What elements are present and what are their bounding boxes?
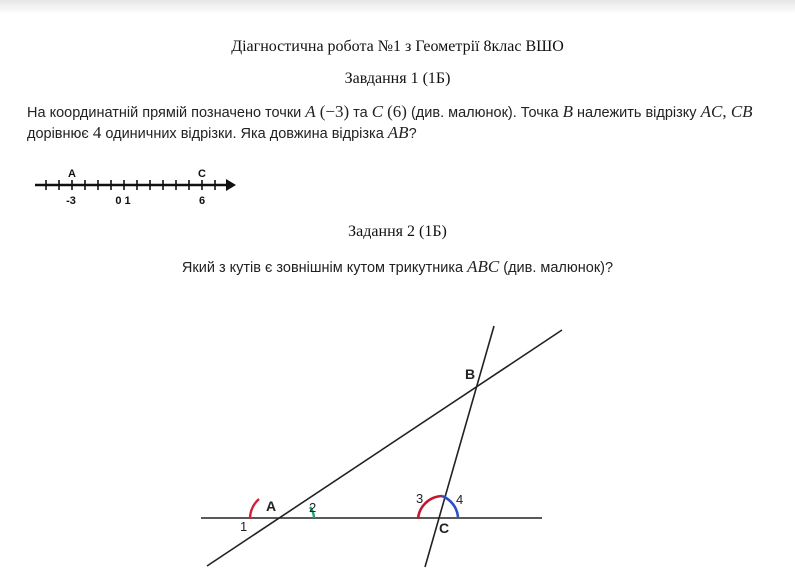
number-line-label-a: A (68, 168, 76, 180)
segment-ac-symbol: AC (700, 102, 723, 121)
number-four: 4 (92, 123, 102, 142)
task1-text-part: одиничних відрізки. Яка довжина відрізка (101, 126, 388, 142)
point-c-symbol: C (371, 102, 384, 121)
task1-text (27, 102, 787, 144)
angle1-arc (250, 499, 259, 519)
task1-text-part: та (349, 105, 372, 121)
task1-text-part: належить відрізку (572, 105, 701, 121)
vertex-label-a: A (266, 498, 277, 514)
question-mark: ? (408, 126, 417, 142)
angle2-label: 2 (309, 500, 317, 515)
number-line-label-c: C (198, 168, 206, 180)
segment-cb-symbol: CB (730, 102, 753, 121)
number-line-tick-minus3: -3 (66, 195, 76, 207)
angle3-label: 3 (416, 491, 424, 506)
number-line-arrow (226, 179, 236, 191)
vertex-label-c: C (439, 520, 450, 536)
line-ab (207, 330, 562, 566)
vertex-label-b: B (465, 366, 476, 382)
number-line-figure (30, 162, 240, 212)
point-a-coordinate: (−3) (319, 102, 350, 121)
document-title: Діагностична робота №1 з Геометрії 8клас ВШО (231, 38, 564, 55)
task2-heading: Задання 2 (1Б) (348, 223, 447, 240)
line-cb (425, 326, 494, 567)
number-line-tick-zero-one: 0 1 (115, 195, 131, 207)
point-b-symbol: B (562, 102, 573, 121)
point-a-symbol: A (305, 102, 316, 121)
task2-text-part: (див. малюнок)? (499, 260, 614, 276)
comma: , (722, 102, 731, 121)
task1-heading: Завдання 1 (1Б) (344, 70, 451, 87)
task2-text (0, 257, 795, 277)
segment-ab-symbol: AB (387, 123, 409, 142)
point-c-coordinate: (6) (387, 102, 407, 121)
task1-text-part: (див. малюнок). Точка (406, 105, 563, 121)
angle1-label: 1 (240, 519, 248, 534)
task1-text-part: дорівнює (27, 126, 93, 142)
number-line-tick-six: 6 (198, 195, 206, 207)
triangle-figure (0, 300, 795, 587)
task1-text-part: На координатній прямій позначено точки (27, 105, 306, 121)
top-shade (0, 0, 795, 14)
triangle-abc-symbol: ABC (467, 257, 500, 276)
task2-text-part: Який з кутів є зовнішнім кутом трикутника (181, 260, 468, 276)
angle4-label: 4 (456, 492, 464, 507)
